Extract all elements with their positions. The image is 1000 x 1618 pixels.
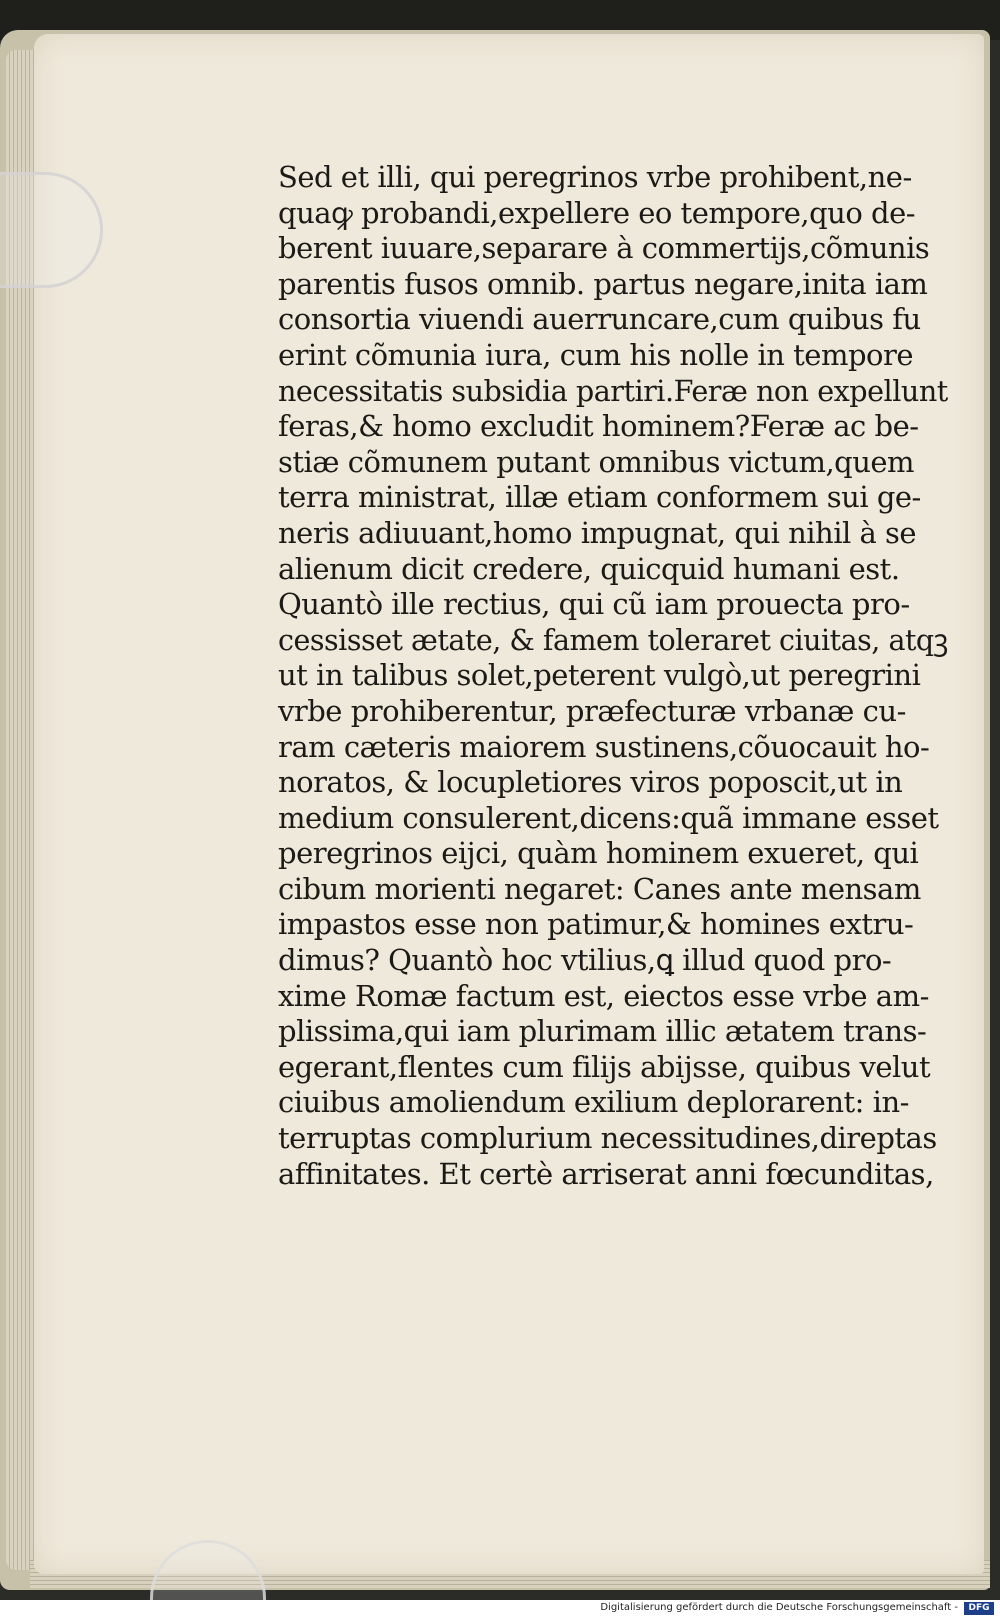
text-line: dimus? Quantò hoc vtilius,ꝗ illud quod pro- [278,943,892,978]
dfg-logo: DFG [964,1602,994,1615]
text-line: vrbe prohiberentur, præfecturæ vrbanæ cu- [278,693,906,728]
text-line: parentis fusos omnib. partus negare,inita iam [278,266,928,301]
text-line: Sed et illi, qui peregrinos vrbe prohibent,ne- [278,160,912,194]
text-line: feras,& homo excludit hominem?Feræ ac be- [278,409,919,444]
text-line: terra ministrat, illæ etiam conformem sui ge- [278,480,921,515]
text-line: alienum dicit credere, quicquid humani est. [278,551,900,586]
text-line: xime Romæ factum est, eiectos esse vrbe am- [278,978,929,1013]
text-line: cibum morienti negaret: Canes ante mensam [278,871,921,906]
text-line: affinitates. Et certè arriserat anni fœcunditas, [278,1156,934,1191]
text-line: necessitatis subsidia partiri.Feræ non expellunt [278,373,948,408]
text-line: ciuibus amoliendum exilium deplorarent: in- [278,1085,909,1120]
text-line: medium consulerent,dicens:quã immane esset [278,800,939,835]
text-line: berent iuuare,separare à commertijs,cõmunis [278,231,930,266]
text-line: Quantò ille rectius, qui cũ iam prouecta pro- [278,587,910,622]
body-text [278,160,948,1192]
text-line: quaꝙ probandi,expellere eo tempore,quo de- [278,195,916,230]
text-line: egerant,flentes cum filijs abijsse, quibus velut [278,1049,931,1084]
text-line: ram cæteris maiorem sustinens,cõuocauit ho- [278,729,930,764]
text-line: noratos, & locupletiores viros poposcit,ut in [278,765,903,800]
text-line: consortia viuendi auerruncare,cum quibus fu [278,302,921,337]
text-line: neris adiuuant,homo impugnat, qui nihil à se [278,515,917,550]
text-line: impastos esse non patimur,& homines extru- [278,907,914,942]
text-line: cessisset ætate, & famem toleraret ciuitas, atqꝫ [278,622,948,657]
text-line: plissima,qui iam plurimam illic ætatem trans- [278,1014,927,1049]
text-line: ut in talibus solet,peterent vulgò,ut peregrini [278,658,921,693]
digitization-credit: Digitalisierung gefördert durch die Deutsche Forschungsgemeinschaft - [600,1602,958,1613]
text-line: stiæ cõmunem putant omnibus victum,quem [278,444,915,479]
text-line: peregrinos eijci, quàm hominem exueret, qui [278,836,919,871]
text-line: erint cõmunia iura, cum his nolle in tempore [278,337,914,372]
text-line: terruptas complurium necessitudines,direptas [278,1121,937,1156]
